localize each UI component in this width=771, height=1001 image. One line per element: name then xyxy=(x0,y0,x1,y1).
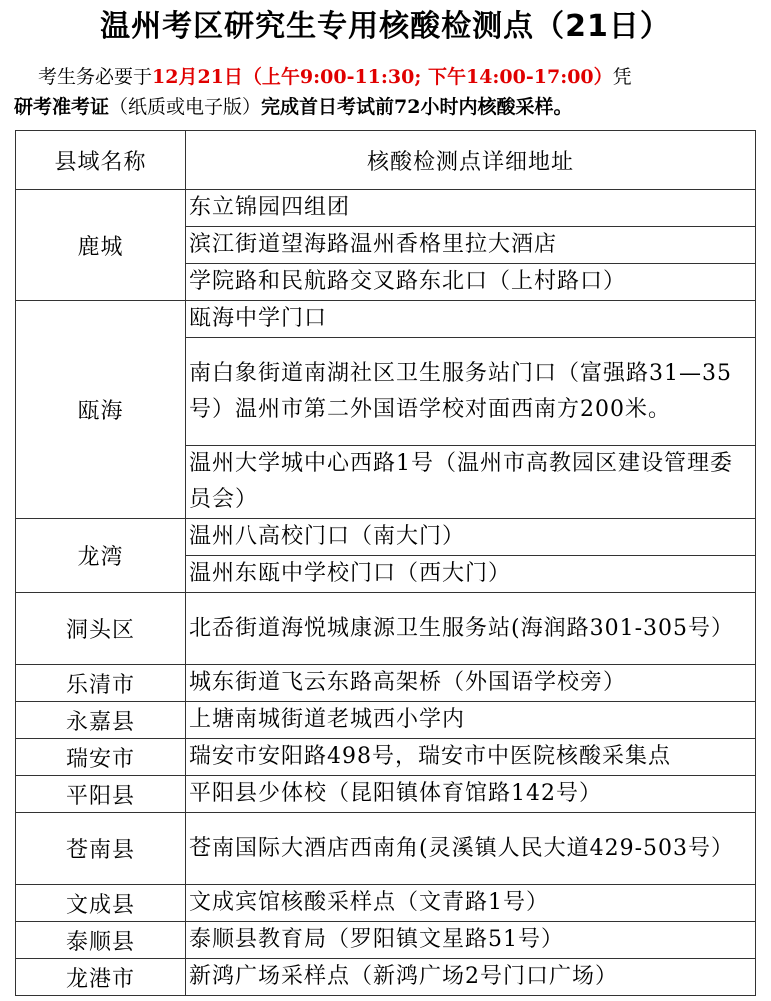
address-cell: 学院路和民航路交叉路东北口（上村路口） xyxy=(186,264,756,301)
address-cell: 温州大学城中心西路1号（温州市高教园区建设管理委员会） xyxy=(186,446,756,519)
address-cell: 北岙街道海悦城康源卫生服务站(海润路301-305号） xyxy=(186,593,756,665)
notice-middle: 凭 xyxy=(612,66,632,88)
page-title: 温州考区研究生专用核酸检测点（21日） xyxy=(100,9,671,44)
county-cell: 瓯海 xyxy=(16,301,186,519)
county-cell: 泰顺县 xyxy=(16,922,186,959)
table-row xyxy=(16,922,756,959)
testing-sites-table xyxy=(15,130,756,996)
address-cell: 南白象街道南湖社区卫生服务站门口（富强路31—35号）温州市第二外国语学校对面西南方200米。 xyxy=(186,338,756,446)
county-cell: 乐清市 xyxy=(16,665,186,702)
address-cell: 瓯海中学门口 xyxy=(186,301,756,338)
table-row xyxy=(16,702,756,739)
address-cell: 新鸿广场采样点（新鸿广场2号门口广场） xyxy=(186,959,756,996)
address-cell: 平阳县少体校（昆阳镇体育馆路142号） xyxy=(186,776,756,813)
address-cell: 文成宾馆核酸采样点（文青路1号） xyxy=(186,885,756,922)
county-cell: 文成县 xyxy=(16,885,186,922)
address-cell: 瑞安市安阳路498号，瑞安市中医院核酸采集点 xyxy=(186,739,756,776)
county-cell: 平阳县 xyxy=(16,776,186,813)
notice-paragraph xyxy=(14,62,759,122)
header-county: 县域名称 xyxy=(16,131,186,190)
table-row xyxy=(16,301,756,338)
table-row xyxy=(16,665,756,702)
address-cell: 苍南国际大酒店西南角(灵溪镇人民大道429-503号） xyxy=(186,813,756,885)
county-cell: 龙湾 xyxy=(16,519,186,593)
address-cell: 泰顺县教育局（罗阳镇文星路51号） xyxy=(186,922,756,959)
county-cell: 苍南县 xyxy=(16,813,186,885)
address-cell: 温州东瓯中学校门口（西大门） xyxy=(186,556,756,593)
county-cell: 洞头区 xyxy=(16,593,186,665)
county-cell: 龙港市 xyxy=(16,959,186,996)
county-cell: 瑞安市 xyxy=(16,739,186,776)
notice-suffix: 完成首日考试前72小时内核酸采样。 xyxy=(261,96,573,118)
table-row xyxy=(16,885,756,922)
table-row xyxy=(16,190,756,227)
address-cell: 东立锦园四组团 xyxy=(186,190,756,227)
address-cell: 滨江街道望海路温州香格里拉大酒店 xyxy=(186,227,756,264)
notice-date-time: 12月21日（上午9:00-11:30; 下午14:00-17:00） xyxy=(152,66,613,88)
table-row xyxy=(16,739,756,776)
header-address: 核酸检测点详细地址 xyxy=(186,131,756,190)
address-cell: 温州八高校门口（南大门） xyxy=(186,519,756,556)
notice-prefix: 考生务必要于 xyxy=(38,66,153,88)
county-cell: 永嘉县 xyxy=(16,702,186,739)
table-row xyxy=(16,593,756,665)
address-cell: 城东街道飞云东路高架桥（外国语学校旁） xyxy=(186,665,756,702)
notice-bold-part: 研考准考证 xyxy=(14,96,110,118)
table-header-row xyxy=(16,131,756,190)
table-row xyxy=(16,776,756,813)
table-row xyxy=(16,813,756,885)
address-cell: 上塘南城街道老城西小学内 xyxy=(186,702,756,739)
table-row xyxy=(16,959,756,996)
notice-paren: （纸质或电子版） xyxy=(109,96,262,118)
county-cell: 鹿城 xyxy=(16,190,186,301)
table-row xyxy=(16,519,756,556)
